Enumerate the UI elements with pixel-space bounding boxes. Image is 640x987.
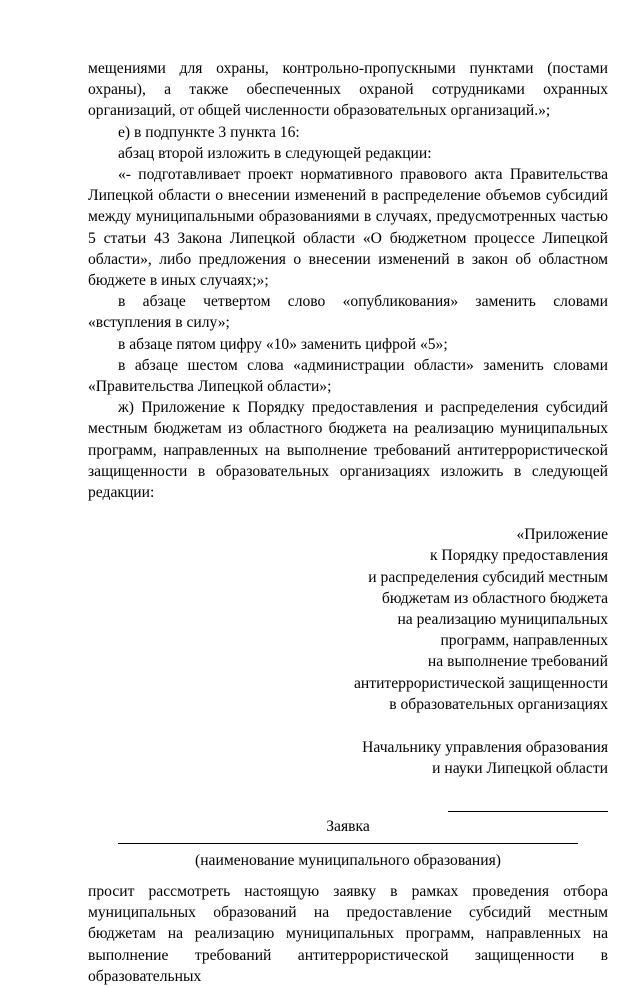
- appendix-heading: [88, 524, 608, 715]
- addressee-block: [88, 737, 608, 779]
- appendix-line: на выполнение требований: [427, 653, 608, 671]
- appendix-line: бюджетам из областного бюджета: [381, 589, 608, 607]
- appendix-line: программ, направленных: [440, 632, 608, 650]
- appendix-line: в образовательных организациях: [389, 695, 608, 713]
- paragraph-1: мещениями для охраны, контрольно-пропускными пунктами (постами охраны), а также обеспеченных охраной сотрудниками охранных организаций, от общей численности образовательных организаций.»;: [88, 60, 608, 120]
- document-page: [88, 58, 608, 987]
- form-caption: (наименование муниципального образования): [195, 851, 501, 869]
- paragraph-7: в абзаце шестом слова «администрации области» заменить словами «Правительства Липецкой области»;: [88, 356, 608, 396]
- addressee-signature-line: [448, 799, 608, 812]
- municipality-name-line: [118, 843, 578, 844]
- appendix-line: «Приложение: [516, 526, 608, 544]
- appendix-line: к Порядку предоставления: [429, 547, 608, 565]
- form-body: просит рассмотреть настоящую заявку в рамках проведения отбора муниципальных образований на предоставление субсидий местным бюджетам на реализацию муниципальных программ, направленных на выполнение требований антитеррористической защищенности в образовательных: [88, 882, 608, 985]
- paragraph-2: е) в подпункте 3 пункта 16:: [118, 123, 300, 141]
- paragraph-6: в абзаце пятом цифру «10» заменить цифрой «5»;: [118, 335, 448, 353]
- paragraph-3: абзац второй изложить в следующей редакции:: [118, 144, 432, 162]
- paragraph-5: в абзаце четвертом слово «опубликования» заменить словами «вступления в силу»;: [88, 293, 608, 332]
- appendix-line: на реализацию муниципальных: [397, 611, 608, 629]
- addressee-line: Начальнику управления образования: [362, 739, 608, 757]
- form-title: Заявка: [326, 817, 370, 835]
- appendix-line: и распределения субсидий местным: [368, 568, 608, 586]
- appendix-line: антитеррористической защищенности: [354, 674, 608, 692]
- paragraph-8: ж) Приложение к Порядку предоставления и распределения субсидий местным бюджетам из областного бюджета на реализацию муниципальных программ, направленных на выполнение требований антитеррористической защищенности в образовательных организациях изложить в следующей редакции:: [88, 399, 608, 502]
- amendment-text: [88, 58, 608, 503]
- paragraph-4: «- подготавливает проект нормативного правового акта Правительства Липецкой области о внесении изменений в распределение объемов субсидий между муниципальными образованиями в случаях, предусмотренных частью 5 статьи 43 Закона Липецкой области «О бюджетном процессе Липецкой области», либо предложения о внесении изменений в закон об областном бюджете в иных случаях;»;: [88, 166, 608, 290]
- addressee-line: и науки Липецкой области: [432, 760, 608, 778]
